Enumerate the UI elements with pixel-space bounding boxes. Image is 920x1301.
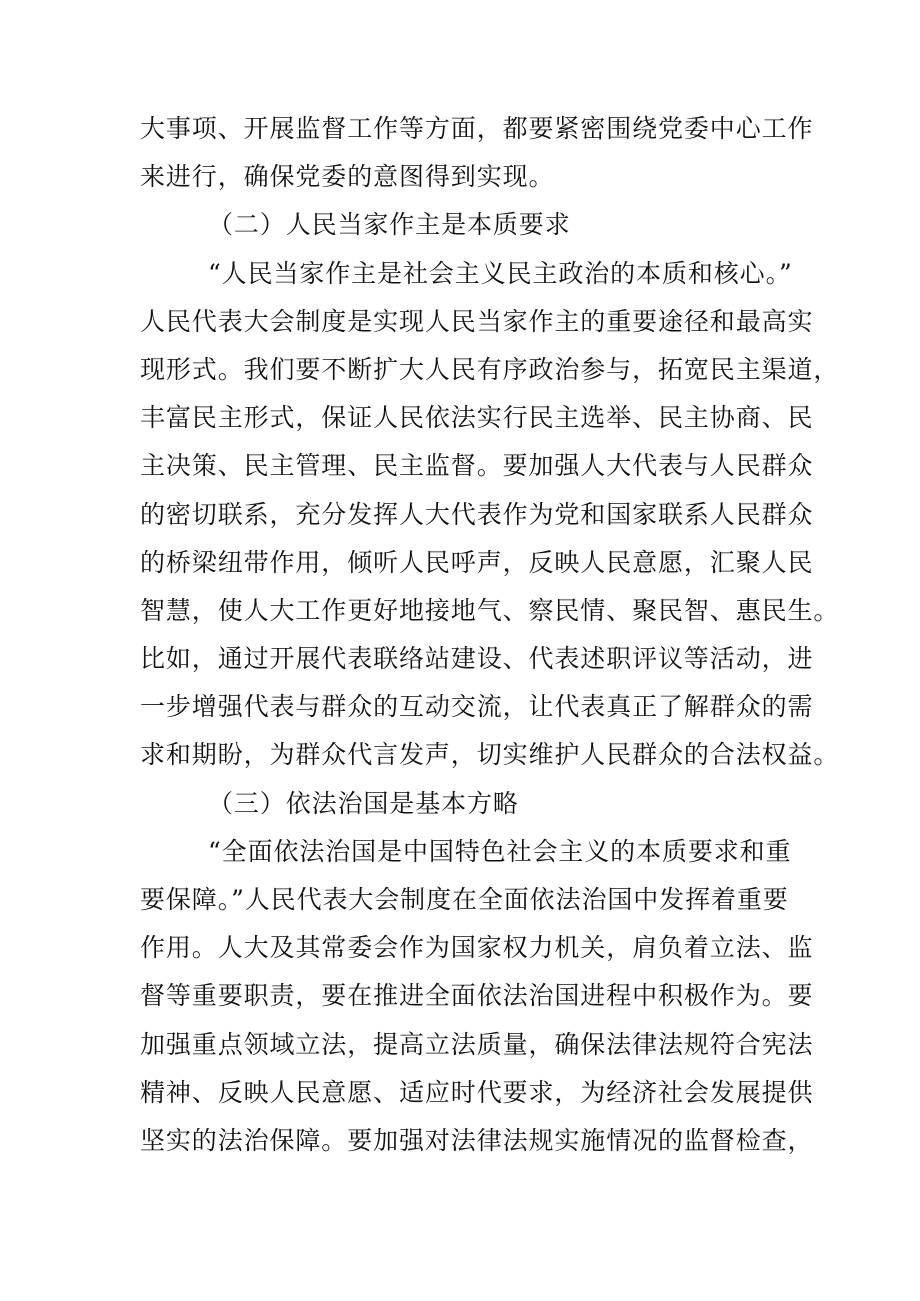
text-line: 人民代表大会制度是实现人民当家作主的重要途径和最高实: [140, 306, 814, 336]
text-line: 要保障。”人民代表大会制度在全面依法治国中发挥着重要: [140, 885, 789, 914]
text-line: 精神、反映人民意愿、适应时代要求，为经济社会发展提供: [140, 1077, 814, 1107]
text-line: 丰富民主形式，保证人民依法实行民主选举、民主协商、民: [140, 403, 814, 433]
text-line: 求和期盼，为群众代言发声，切实维护人民群众的合法权益。: [140, 740, 840, 770]
text-line: 主决策、民主管理、民主监督。要加强人大代表与人民群众: [140, 451, 814, 481]
text-line: 加强重点领域立法，提高立法质量，确保法律法规符合宪法: [140, 1029, 814, 1059]
section-heading: （三）依法治国是基本方略: [208, 788, 519, 818]
text-line: 坚实的法治保障。要加强对法律法规实施情况的监督检查，: [140, 1125, 814, 1155]
text-line: 智慧，使人大工作更好地接地气、察民情、聚民智、惠民生。: [140, 595, 840, 625]
text-line: 督等重要职责，要在推进全面依法治国进程中积极作为。要: [140, 981, 814, 1011]
text-line: 作用。人大及其常委会作为国家权力机关，肩负着立法、监: [140, 933, 814, 963]
text-line: “人民当家作主是社会主义民主政治的本质和核心。”: [208, 258, 793, 288]
text-line: “全面依法治国是中国特色社会主义的本质要求和重: [208, 836, 792, 866]
text-line: 的密切联系，充分发挥人大代表作为党和国家联系人民群众: [140, 499, 814, 529]
text-line: 的桥梁纽带作用，倾听人民呼声，反映人民意愿，汇聚人民: [140, 547, 814, 577]
text-line: 现形式。我们要不断扩大人民有序政治参与，拓宽民主渠道，: [140, 354, 840, 384]
text-line: 来进行，确保党委的意图得到实现。: [140, 162, 555, 192]
section-heading: （二）人民当家作主是本质要求: [208, 210, 571, 240]
text-line: 比如，通过开展代表联络站建设、代表述职评议等活动，进: [140, 644, 814, 674]
body-text: [140, 105, 840, 1165]
text-line: 大事项、开展监督工作等方面，都要紧密围绕党委中心工作: [140, 114, 814, 143]
text-line: 一步增强代表与群众的互动交流，让代表真正了解群众的需: [140, 692, 814, 722]
